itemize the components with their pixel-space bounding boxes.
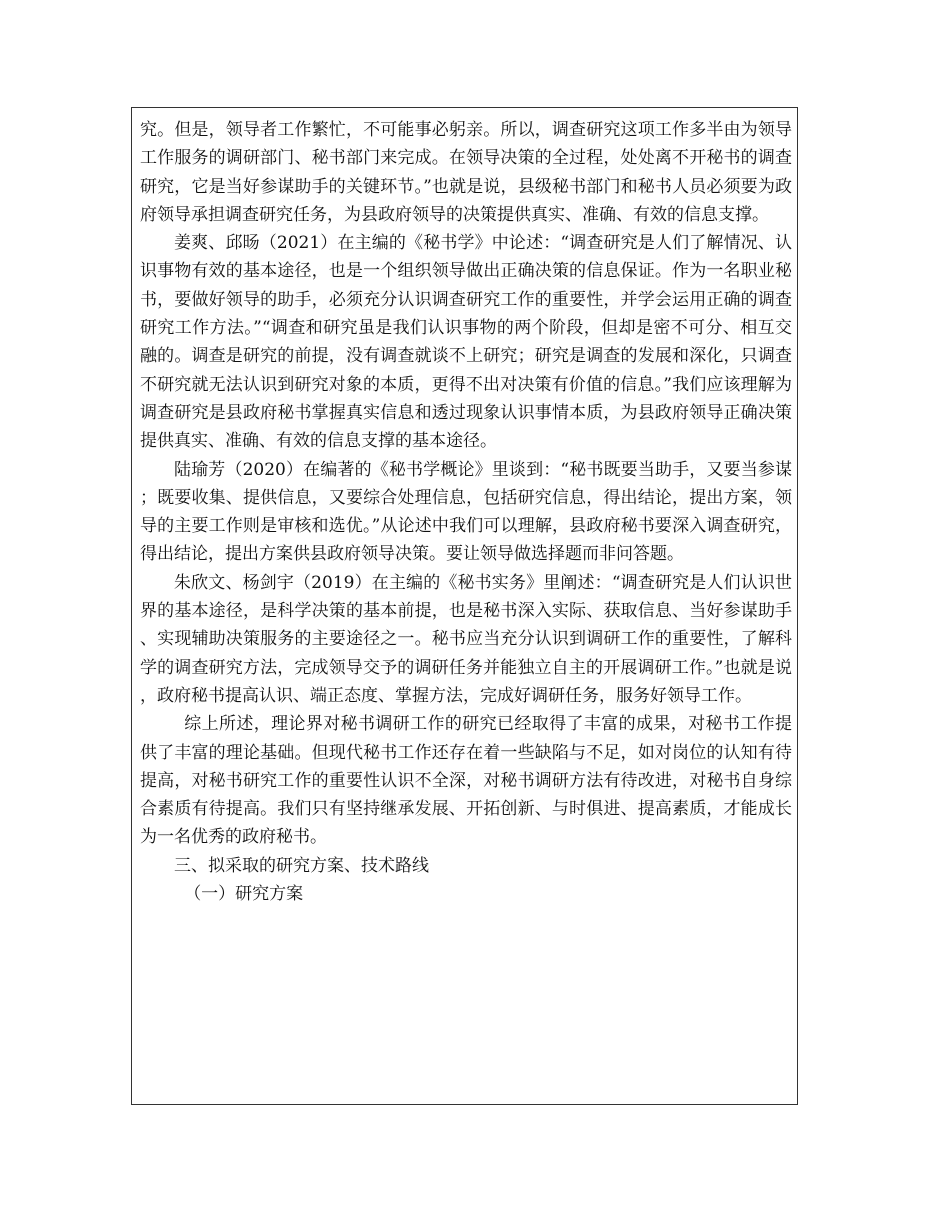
subsection-heading: （一）研究方案: [184, 884, 304, 905]
document-body: [140, 116, 792, 908]
paragraph-summary: 综上所述，理论界对秘书调研工作的研究已经取得了丰富的成果，对秘书工作提供了丰富的理论基础。但现代秘书工作还存在着一些缺陷与不足，如对岗位的认知有待提高，对秘书研究工作的重要性认识不全深，对秘书调研方法有待改进，对秘书自身综合素质有待提高。我们只有坚持继承发展、开拓创新、与时俱进、提高素质，才能成长为一名优秀的政府秘书。: [140, 714, 792, 848]
paragraph-jiang-qiu: 姜爽、邱旸（2021）在主编的《秘书学》中论述：“调查研究是人们了解情况、认识事物有效的基本途径，也是一个组织领导做出正确决策的信息保证。作为一名职业秘书，要做好领导的助手，必须充分认识调查研究工作的重要性，并学会运用正确的调查研究工作方法。”“调查和研究虽是我们认识事物的两个阶段，但却是密不可分、相互交融的。调查是研究的前提，没有调查就谈不上研究；研究是调查的发展和深化，只调查不研究就无法认识到研究对象的本质，更得不出对决策有价值的信息。”我们应该理解为调查研究是县政府秘书掌握真实信息和透过现象认识事情本质，为县政府领导正确决策提供真实、准确、有效的信息支撑的基本途径。: [140, 233, 792, 452]
section-heading: 三、拟采取的研究方案、技术路线: [174, 855, 429, 876]
paragraph-continuation: 究。但是，领导者工作繁忙，不可能事必躬亲。所以，调查研究这项工作多半由为领导工作服务的调研部门、秘书部门来完成。在领导决策的全过程，处处离不开秘书的调查研究，它是当好参谋助手的关键环节。”也就是说，县级秘书部门和秘书人员必须要为政府领导承担调查研究任务，为县政府领导的决策提供真实、准确、有效的信息支撑。: [140, 120, 792, 225]
paragraph-lu: 陆瑜芳（2020）在编著的《秘书学概论》里谈到：“秘书既要当助手，又要当参谋；既要收集、提供信息，又要综合处理信息，包括研究信息，得出结论，提出方案，领导的主要工作则是审核和选优。”从论述中我们可以理解，县政府秘书要深入调查研究，得出结论，提出方案供县政府领导决策。要让领导做选择题而非问答题。: [140, 459, 792, 565]
paragraph-zhu-yang: 朱欣文、杨剑宇（2019）在主编的《秘书实务》里阐述：“调查研究是人们认识世界的基本途径，是科学决策的基本前提，也是秘书深入实际、获取信息、当好参谋助手、实现辅助决策服务的主要途径之一。秘书应当充分认识到调研工作的重要性，了解科学的调查研究方法，完成领导交予的调研任务并能独立自主的开展调研工作。”也就是说，政府秘书提高认识、端正态度、掌握方法，完成好调研任务，服务好领导工作。: [140, 572, 792, 706]
